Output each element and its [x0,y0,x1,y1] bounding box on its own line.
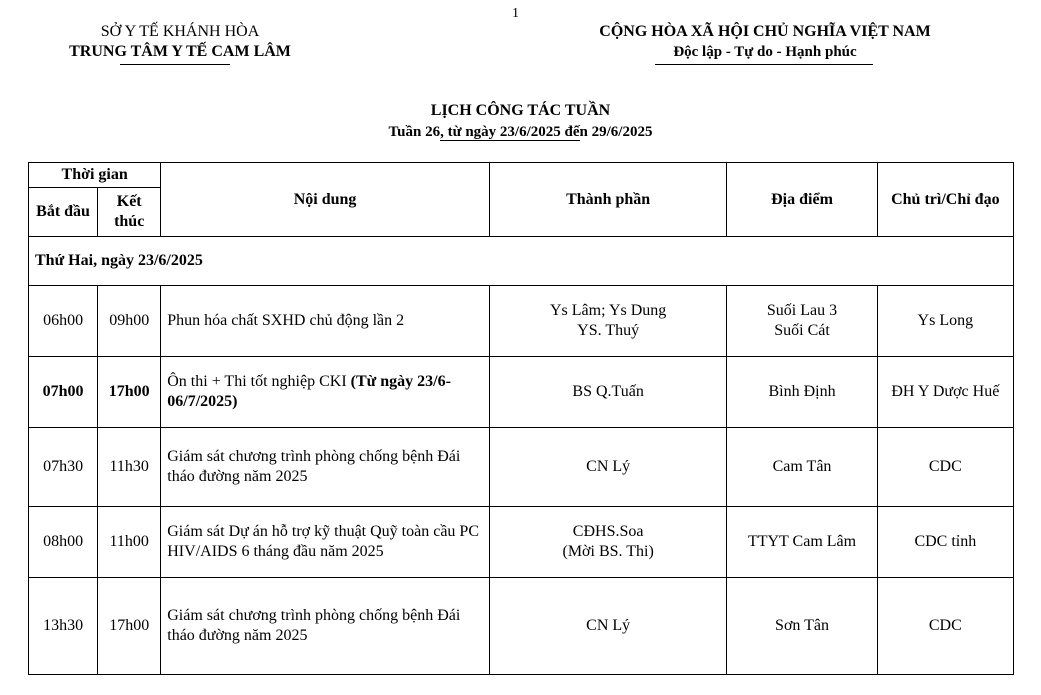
day-label: Thứ Hai, ngày 23/6/2025 [29,237,1014,286]
table-row [29,507,1014,578]
start-time: 08h00 [29,507,98,578]
unit-underline [120,64,230,65]
members-header: Thành phần [489,163,726,237]
event-lead: CDC [877,578,1013,675]
event-content: Giám sát chương trình phòng chống bệnh Đái tháo đường năm 2025 [161,428,490,507]
unit-name: TRUNG TÂM Y TẾ CAM LÂM [69,43,291,60]
event-members [489,286,726,357]
content-header: Nội dung [161,163,490,237]
event-content: Giám sát chương trình phòng chống bệnh Đái tháo đường năm 2025 [161,578,490,675]
subtitle-underline [440,140,580,141]
table-row [29,286,1014,357]
members-line: (Mời BS. Thi) [562,543,654,560]
event-content: Phun hóa chất SXHD chủ động lần 2 [161,286,490,357]
event-members: CN Lý [489,428,726,507]
event-content: Giám sát Dự án hỗ trợ kỹ thuật Quỹ toàn cầu PC HIV/AIDS 6 tháng đầu năm 2025 [161,507,490,578]
content-date-note: (Từ ngày 23/6-06/7/2025) [167,373,451,410]
end-time: 11h00 [98,507,161,578]
event-members: CN Lý [489,578,726,675]
day-row [29,237,1014,286]
members-line: CĐHS.Soa [572,523,644,540]
event-lead: CDC [877,428,1013,507]
event-members [489,507,726,578]
members-line: Ys Lâm; Ys Dung [549,302,667,319]
start-time: 07h30 [29,428,98,507]
national-motto: Độc lập - Tự do - Hạnh phúc [673,44,857,60]
event-location: Sơn Tân [727,578,877,675]
event-content [161,357,490,428]
event-lead: CDC tỉnh [877,507,1013,578]
header-row [29,163,1014,188]
document-subtitle: Tuần 26, từ ngày 23/6/2025 đến 29/6/2025 [388,124,653,140]
table-row [29,357,1014,428]
organization-header [30,22,330,62]
event-location: Bình Định [727,357,877,428]
members-line: YS. Thuý [577,322,640,339]
page-number: 1 [512,6,519,21]
table-row [29,428,1014,507]
national-header [545,22,985,62]
time-group-header: Thời gian [29,163,161,188]
start-time: 13h30 [29,578,98,675]
start-time: 06h00 [29,286,98,357]
agency-name: SỞ Y TẾ KHÁNH HÒA [100,23,260,40]
end-time: 09h00 [98,286,161,357]
event-location: Cam Tân [727,428,877,507]
title-block [0,100,1041,142]
location-line: Suối Lau 3 [766,302,838,319]
content-text: Ôn thi + Thi tốt nghiệp CKI [167,373,351,390]
event-lead: ĐH Y Dược Huế [877,357,1013,428]
document-title: LỊCH CÔNG TÁC TUẦN [430,102,611,119]
schedule-table [28,162,1014,675]
end-header: Kết thúc [98,188,161,237]
event-location [727,286,877,357]
end-time: 11h30 [98,428,161,507]
end-time: 17h00 [98,578,161,675]
event-lead: Ys Long [877,286,1013,357]
nation-name: CỘNG HÒA XÃ HỘI CHỦ NGHĨA VIỆT NAM [599,23,931,40]
motto-underline [655,64,873,65]
start-header: Bắt đầu [29,188,98,237]
table-row [29,578,1014,675]
start-time: 07h00 [29,357,98,428]
end-time: 17h00 [98,357,161,428]
lead-header: Chủ trì/Chỉ đạo [877,163,1013,237]
location-line: Suối Cát [774,322,830,339]
location-header: Địa điểm [727,163,877,237]
event-location: TTYT Cam Lâm [727,507,877,578]
event-members: BS Q.Tuấn [489,357,726,428]
